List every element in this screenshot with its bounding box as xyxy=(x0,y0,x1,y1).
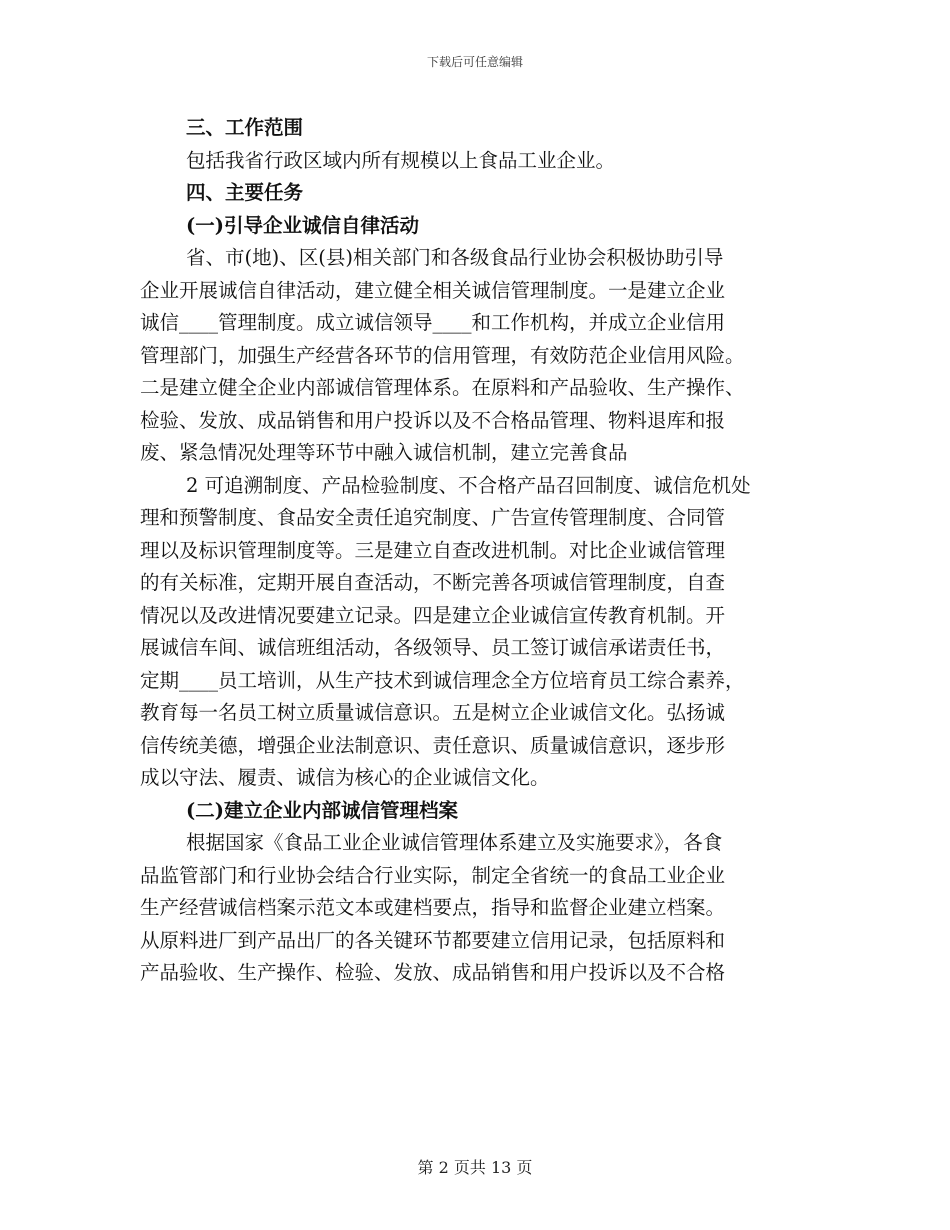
text-line: 省、市(地)、区(县)相关部门和各级食品行业协会积极协助引导 xyxy=(186,246,724,269)
text-line: 展诚信车间、诚信班组活动，各级领导、员工签订诚信承诺责任书， xyxy=(140,636,726,659)
paragraph-self-discipline xyxy=(140,242,820,470)
text-line: 理以及标识管理制度等。三是建立自查改进机制。对比企业诚信管理 xyxy=(140,538,726,562)
text-line: 诚信____管理制度。成立诚信领导____和工作机构，并成立企业信用 xyxy=(140,311,726,334)
section-heading-tasks: 四、主要任务 xyxy=(186,181,304,204)
text-line: 品监管部门和行业协会结合行业实际，制定全省统一的食品工业企业 xyxy=(140,863,726,887)
text-line: 生产经营诚信档案示范文本或建档要点，指导和监督企业建立档案。 xyxy=(140,896,726,919)
text-line: 废、紧急情况处理等环节中融入诚信机制，建立完善食品 xyxy=(140,441,628,464)
text-line: 检验、发放、成品销售和用户投诉以及不合格品管理、物料退库和报 xyxy=(140,408,726,432)
page-number: 第 2 页共 13 页 xyxy=(417,1158,533,1177)
subsection-heading-1: (一)引导企业诚信自律活动 xyxy=(186,213,419,237)
text-line: 的有关标准，定期开展自查活动，不断完善各项诚信管理制度，自查 xyxy=(140,571,726,594)
text-line: 定期____员工培训，从生产技术到诚信理念全方位培育员工综合素养， xyxy=(140,668,745,692)
text-line: 企业开展诚信自律活动，建立健全相关诚信管理制度。一是建立企业 xyxy=(140,278,726,302)
text-line: 从原料进厂到产品出厂的各关键环节都要建立信用记录，包括原料和 xyxy=(140,928,726,952)
paragraph-archives xyxy=(140,827,820,990)
document-body xyxy=(140,112,820,990)
text-line: 根据国家《食品工业企业诚信管理体系建立及实施要求》，各食 xyxy=(186,831,723,854)
text-line: 信传统美德，增强企业法制意识、责任意识、质量诚信意识，逐步形 xyxy=(140,733,726,757)
text-line: 管理部门，加强生产经营各环节的信用管理，有效防范企业信用风险。 xyxy=(140,343,745,367)
text-line: 产品验收、生产操作、检验、发放、成品销售和用户投诉以及不合格 xyxy=(140,961,726,984)
paragraph-traceability xyxy=(140,470,820,795)
text-line: 情况以及改进情况要建立记录。四是建立企业诚信宣传教育机制。开 xyxy=(140,603,726,627)
text-line: 成以守法、履责、诚信为核心的企业诚信文化。 xyxy=(140,766,550,789)
header-note: 下载后可任意编辑 xyxy=(426,55,523,69)
text-line: 包括我省行政区域内所有规模以上食品工业企业。 xyxy=(186,148,616,172)
text-line: 二是建立健全企业内部诚信管理体系。在原料和产品验收、生产操作、 xyxy=(140,376,745,399)
text-line: 2 可追溯制度、产品检验制度、不合格产品召回制度、诚信危机处 xyxy=(186,473,751,497)
text-line: 理和预警制度、食品安全责任追究制度、广告宣传管理制度、合同管 xyxy=(140,506,726,529)
subsection-heading-2: (二)建立企业内部诚信管理档案 xyxy=(186,798,458,822)
text-line: 教育每一名员工树立质量诚信意识。五是树立企业诚信文化。弘扬诚 xyxy=(140,701,726,724)
section-heading-scope: 三、工作范围 xyxy=(186,116,304,139)
paragraph-scope xyxy=(140,145,820,178)
